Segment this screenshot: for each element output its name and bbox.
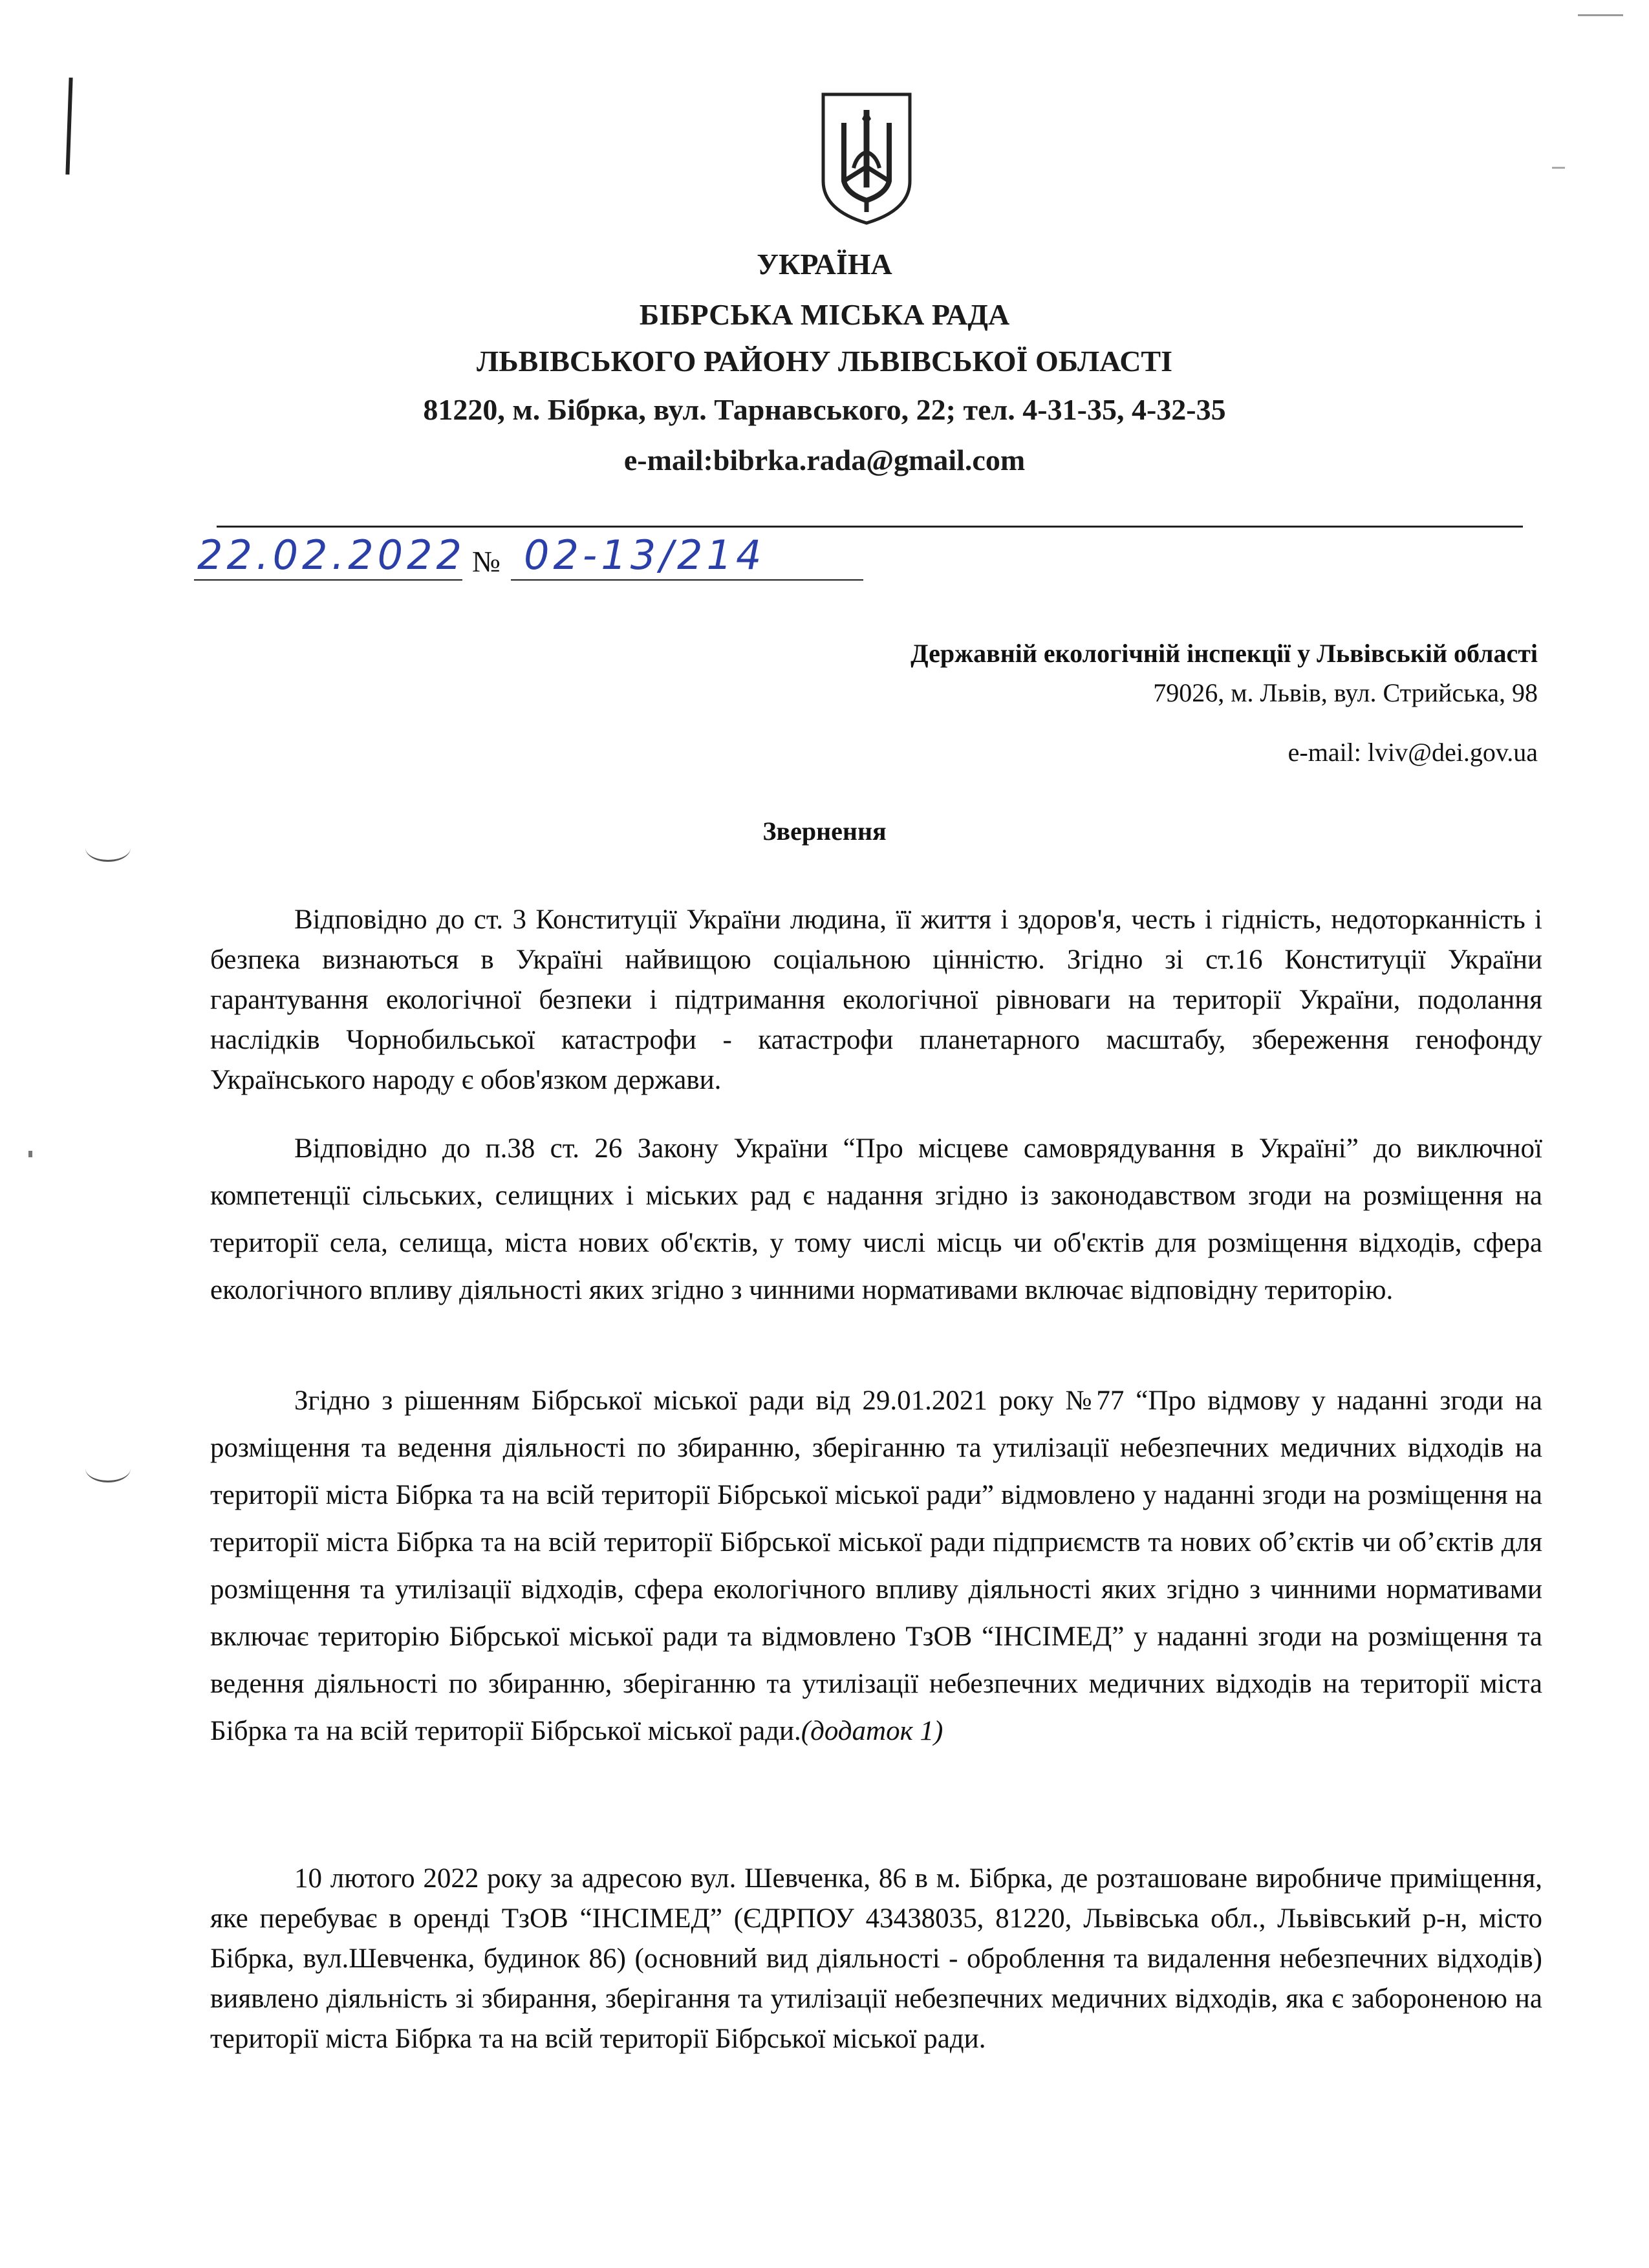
outgoing-date-handwritten: 22.02.2022	[197, 531, 466, 579]
recipient-address: 79026, м. Львів, вул. Стрийська, 98	[1153, 678, 1538, 707]
recipient-name-text: Державній екологічній інспекції у Львівській області	[911, 639, 1538, 668]
letterhead-address: 81220, м. Бібрка, вул. Тарнавського, 22; тел. 4-31-35, 4-32-35	[423, 393, 1226, 426]
paragraph-council-decision	[210, 1377, 1542, 1755]
annex-reference: (додаток 1)	[801, 1716, 943, 1746]
number-underline	[511, 579, 863, 581]
scan-speck	[28, 1151, 32, 1157]
paragraph-local-self-government: Відповідно до п.38 ст. 26 Закону України “Про місцеве самоврядування в Україні” до виключної компетенції сільських, селищних і міських рад є надання згідно із законодавством згоди на розміщення на території села, селища, міста нових об'єктів, у тому числі місць чи об'єктів для розміщення відходів, сфера екологічного впливу діяльності яких згідно з чинними нормативами включає відповідну територію.	[210, 1133, 1542, 1305]
scan-speck	[1578, 14, 1623, 16]
date-underline	[194, 579, 462, 581]
letterhead-divider	[217, 526, 1523, 528]
paragraph-constitution: Відповідно до ст. 3 Конституції України людина, її життя і здоров'я, честь і гідність, недоторканність і безпека визнаються в Україні найвищою соціальною цінністю. Згідно зі ст.16 Конституції України гарантування екологічної безпеки і підтримання екологічної рівноваги на території України, подолання наслідків Чорнобильської катастрофи - катастрофи планетарного масштабу, збереження генофонду Українського народу є обов'язком держави.	[210, 904, 1542, 1095]
outgoing-number-handwritten: 02-13/214	[524, 531, 766, 579]
recipient-email: e-mail: lviv@dei.gov.ua	[1288, 738, 1538, 767]
scan-speck	[1552, 167, 1565, 169]
letterhead-country: УКРАЇНА	[757, 248, 892, 281]
paragraph-violation-found: 10 лютого 2022 року за адресою вул. Шевченка, 86 в м. Бібрка, де розташоване виробниче приміщення, яке перебуває в оренді ТзОВ “ІНСІМЕД” (ЄДРПОУ 43438035, 81220, Львівська обл., Львівський р-н, місто Бібрка, вул.Шевченка, будинок 86) (основний вид діяльності - оброблення та видалення небезпечних відходів) виявлено діяльність зі збирання, зберігання та утилізації небезпечних медичних відходів, яка є забороненою на території міста Бібрка та на всій території Бібрської міської ради.	[210, 1863, 1542, 2054]
scan-margin-line	[65, 78, 72, 175]
coat-of-arms-icon	[818, 91, 915, 226]
letterhead-council: БІБРСЬКА МІСЬКА РАДА	[639, 298, 1010, 331]
recipient-name	[632, 635, 1538, 672]
document-title: Звернення	[762, 817, 887, 846]
hole-punch-mark	[85, 1455, 131, 1482]
letterhead-district: ЛЬВІВСЬКОГО РАЙОНУ ЛЬВІВСЬКОЇ ОБЛАСТІ	[476, 345, 1173, 378]
letterhead-email: e-mail:bibrka.rada@gmail.com	[623, 444, 1026, 476]
paragraph-council-decision-text: Згідно з рішенням Бібрської міської ради від 29.01.2021 року №77 “Про відмову у наданні згоди на розміщення та ведення діяльності по збиранню, зберіганню та утилізації небезпечних медичних відходів на території міста Бібрка та на всій території Бібрської міської ради” відмовлено у наданні згоди на розміщення на території міста Бібрка та на всій території Бібрської міської ради підприємств та нових об’єктів чи об’єктів для розміщення та утилізації відходів, сфера екологічного впливу діяльності яких згідно з чинними нормативами включає територію Бібрської міської ради та відмовлено ТзОВ “ІНСІМЕД” у наданні згоди на розміщення та ведення діяльності по збиранню, зберіганню та утилізації небезпечних медичних відходів на території міста Бібрка та на всій території Бібрської міської ради.	[210, 1385, 1542, 1746]
number-sign: №	[472, 545, 501, 578]
